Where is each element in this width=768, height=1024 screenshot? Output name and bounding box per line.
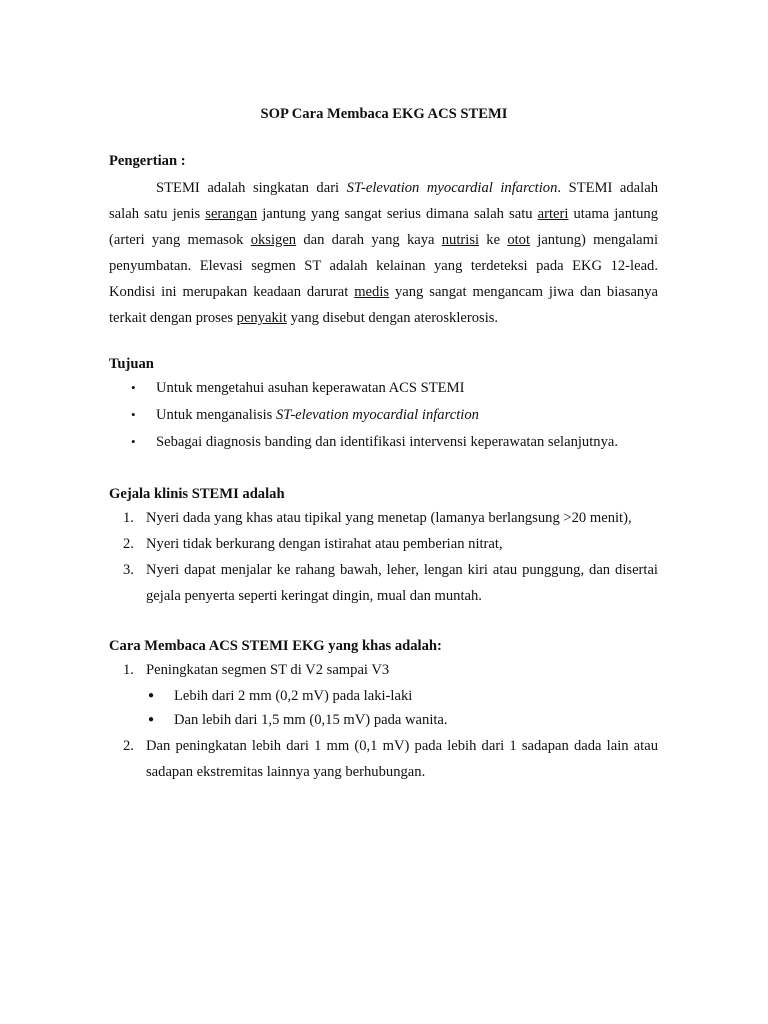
text-run: yang sangat mengancam jiwa dan biasanya terkait dengan proses (109, 284, 658, 326)
bullet-icon: • (131, 434, 136, 449)
section-heading-cara: Cara Membaca ACS STEMI EKG yang khas adalah: (109, 638, 442, 654)
link-penyakit[interactable]: penyakit (236, 310, 287, 326)
text-run: dan darah yang kaya (296, 232, 442, 248)
bullet-icon: • (131, 407, 136, 422)
tujuan-item-3: Sebagai diagnosis banding dan identifikasi intervensi keperawatan selanjutnya. (156, 434, 619, 450)
document-title: SOP Cara Membaca EKG ACS STEMI (260, 106, 508, 122)
link-serangan[interactable]: serangan (205, 206, 258, 222)
text-run: yang disebut dengan aterosklerosis. (286, 310, 499, 326)
cara-sub-item-1: Lebih dari 2 mm (0,2 mV) pada laki-laki (174, 688, 413, 704)
text-run: ke (479, 232, 508, 248)
list-number: 1. (123, 662, 134, 678)
list-number: 1. (123, 510, 134, 526)
text-run: jantung yang sangat serius dimana salah satu (257, 206, 538, 222)
list-number: 2. (123, 536, 134, 552)
text-run: utama jantung (arteri yang memasok (109, 206, 658, 248)
pengertian-paragraph (109, 175, 658, 331)
italic-term: ST-elevation myocardial infarction (346, 180, 558, 196)
section-heading-pengertian: Pengertian : (109, 153, 186, 169)
text-run: . STEMI adalah salah satu jenis (109, 180, 658, 222)
text-run: jantung) mengalami penyumbatan. Elevasi segmen ST adalah kelainan yang terdeteksi pada EKG 12-lead. Kondisi ini merupakan keadaan darurat (109, 232, 659, 300)
list-number: 3. (123, 562, 134, 578)
text-run: Untuk menganalisis (156, 407, 276, 423)
bullet-icon: • (131, 380, 136, 395)
text-run: STEMI adalah singkatan dari (156, 180, 347, 196)
section-heading-tujuan: Tujuan (109, 356, 154, 372)
cara-item-1: Peningkatan segmen ST di V2 sampai V3 (146, 662, 390, 678)
tujuan-item-1: Untuk mengetahui asuhan keperawatan ACS STEMI (156, 380, 465, 396)
italic-term: ST-elevation myocardial infarction (275, 407, 479, 423)
gejala-item-2: Nyeri tidak berkurang dengan istirahat atau pemberian nitrat, (146, 536, 503, 552)
section-heading-gejala: Gejala klinis STEMI adalah (109, 486, 285, 502)
tujuan-item-2 (156, 405, 479, 425)
link-arteri[interactable]: arteri (537, 206, 569, 222)
bullet-icon: ● (148, 714, 155, 725)
link-nutrisi[interactable]: nutrisi (441, 232, 480, 248)
gejala-item-3: Nyeri dapat menjalar ke rahang bawah, leher, lengan kiri atau punggung, dan disertai gejala penyerta seperti keringat dingin, mual dan muntah. (146, 562, 658, 604)
link-medis[interactable]: medis (354, 284, 390, 300)
gejala-item-1: Nyeri dada yang khas atau tipikal yang menetap (lamanya berlangsung >20 menit), (146, 510, 632, 526)
cara-sub-item-2: Dan lebih dari 1,5 mm (0,15 mV) pada wanita. (174, 712, 448, 728)
link-otot[interactable]: otot (507, 232, 531, 248)
link-oksigen[interactable]: oksigen (250, 232, 297, 248)
cara-item-2: Dan peningkatan lebih dari 1 mm (0,1 mV) pada lebih dari 1 sadapan dada lain atau sadapan ekstremitas lainnya yang berhubungan. (146, 738, 658, 780)
bullet-icon: ● (148, 690, 155, 701)
list-number: 2. (123, 738, 134, 754)
